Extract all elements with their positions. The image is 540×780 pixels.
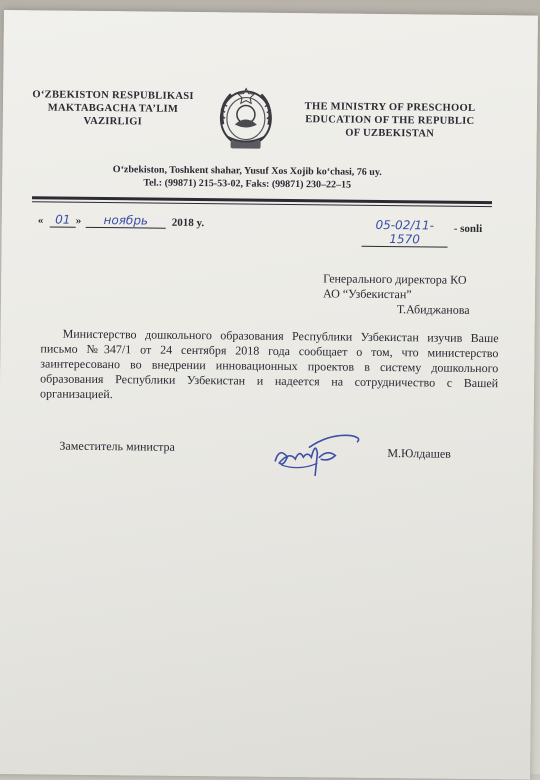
addressee-block	[323, 271, 513, 318]
letter-page	[0, 10, 538, 780]
registration-suffix: - sonli	[453, 222, 483, 236]
registration-number: 05-02/11-1570	[362, 218, 448, 248]
handwritten-signature	[269, 427, 370, 484]
ministry-address-block	[62, 163, 432, 193]
date-day: 01	[50, 212, 76, 227]
date-month: ноябрь	[86, 213, 166, 229]
letter-body: Министерство дошкольного образования Республики Узбекистан изучив Ваше письмо №347/1 от 24 сентября 2018 года сообщает о том, что министерство заинтересовано во внедрении инновационных проектов в систему дошкольного образования Республики Узбекистан и надеется на сотрудничество с Вашей организацией.	[39, 326, 499, 402]
registration-number-block	[362, 217, 502, 247]
ministry-name-english-line: THE MINISTRY OF PRESCHOOL	[304, 101, 476, 114]
addressee-company: АО “Узбекистан”	[322, 286, 412, 302]
addressee-position: Генерального директора КО	[323, 271, 467, 287]
ministry-name-english-line: EDUCATION OF THE REPUBLIC	[305, 114, 475, 127]
signatory-name: М.Юлдашев	[387, 446, 451, 461]
ministry-name-uzbek	[23, 88, 203, 129]
ministry-name-english	[295, 100, 485, 141]
ministry-name-uzbek-line: MAKTABGACHA TA’LIM	[47, 102, 179, 115]
ministry-name-uzbek-line: O‘ZBEKISTON RESPUBLIKASI	[32, 89, 194, 102]
ministry-name-english-line: OF UZBEKISTAN	[345, 127, 435, 140]
letter-date	[38, 212, 238, 234]
ministry-contacts: Tel.: (99871) 215-53-02, Faks: (99871) 230–22–15	[143, 177, 352, 191]
ministry-name-uzbek-line: VAZIRLIGI	[83, 115, 143, 128]
date-close-quote: »	[75, 214, 82, 227]
addressee-name: Т.Абиджанова	[396, 302, 470, 317]
date-open-quote: «	[37, 214, 44, 227]
signatory-title: Заместитель министра	[59, 438, 175, 454]
ministry-address: O‘zbekiston, Toshkent shahar, Yusuf Xos Xojib ko‘chasi, 76 uy.	[112, 164, 382, 178]
date-year: 2018 y.	[171, 216, 205, 230]
uzbekistan-coat-of-arms-icon	[212, 84, 279, 157]
